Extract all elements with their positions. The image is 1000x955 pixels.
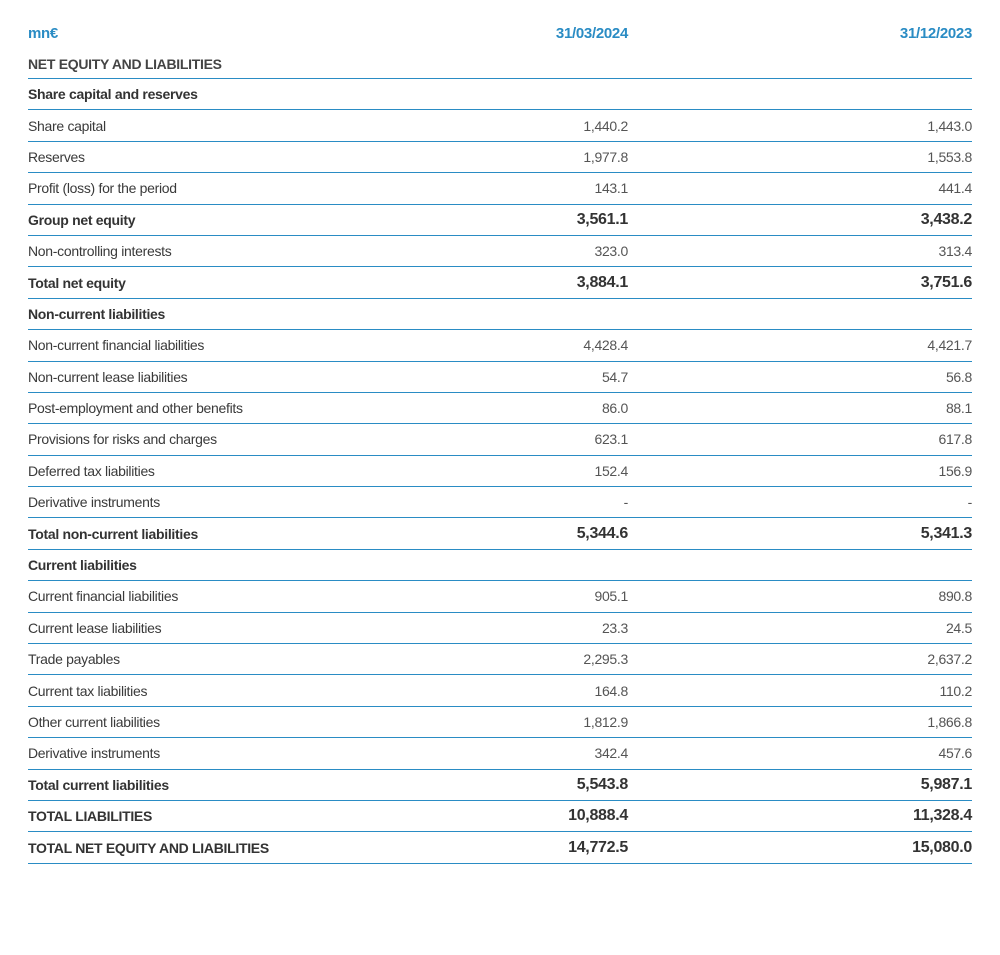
- value-2024: 3,561.1: [576, 210, 628, 228]
- table-row: [28, 110, 972, 141]
- value-2023: -: [967, 494, 972, 511]
- value-2024: 54.7: [601, 368, 628, 385]
- table-row: [28, 675, 972, 706]
- row-label: Current tax liabilities: [28, 682, 148, 699]
- value-2024: 4,428.4: [583, 337, 628, 354]
- row-label: Non-current lease liabilities: [28, 368, 188, 385]
- value-2023: 2,637.2: [927, 651, 972, 668]
- section-header-row: [28, 299, 972, 330]
- row-label: Non-current financial liabilities: [28, 337, 205, 354]
- value-2023: 3,751.6: [920, 273, 972, 291]
- table-row: [28, 456, 972, 487]
- value-2024: 2,295.3: [583, 651, 628, 668]
- table-row: [28, 173, 972, 204]
- row-label: Total net equity: [28, 274, 126, 291]
- table-row: [28, 738, 972, 769]
- value-2024: 1,440.2: [583, 117, 628, 134]
- value-2023: 15,080.0: [912, 838, 972, 856]
- total-row: [28, 770, 972, 801]
- table-row: [28, 330, 972, 361]
- column-header-2023: 31/12/2023: [899, 24, 972, 42]
- table-row: [28, 362, 972, 393]
- value-2023: 1,553.8: [927, 148, 972, 165]
- row-label: Other current liabilities: [28, 714, 160, 730]
- table-row: [28, 142, 972, 173]
- value-2023: 11,328.4: [913, 807, 972, 825]
- total-row: [28, 801, 972, 832]
- row-label: Derivative instruments: [28, 494, 160, 511]
- value-2023: 313.4: [938, 243, 972, 260]
- row-label: Derivative instruments: [28, 745, 160, 762]
- value-2024: 164.8: [594, 682, 628, 699]
- table-body: [28, 79, 972, 864]
- table-row: [28, 613, 972, 644]
- value-2024: 342.4: [594, 745, 628, 762]
- value-2024: 323.0: [594, 243, 628, 260]
- value-2023: 5,341.3: [920, 524, 972, 542]
- value-2023: 110.2: [939, 682, 972, 699]
- row-label: Trade payables: [28, 651, 120, 668]
- value-2024: 1,977.8: [583, 148, 628, 165]
- unit-label: mn€: [28, 24, 58, 42]
- row-label: Profit (loss) for the period: [28, 180, 177, 197]
- row-label: Total current liabilities: [28, 776, 169, 793]
- row-label: Share capital: [28, 117, 106, 134]
- value-2024: 1,812.9: [583, 714, 628, 730]
- row-label: Provisions for risks and charges: [28, 431, 217, 448]
- total-row: [28, 518, 972, 549]
- value-2024: 623.1: [594, 431, 628, 448]
- table-row: [28, 707, 972, 738]
- section-header-row: [28, 79, 972, 110]
- section-header-row: [28, 550, 972, 581]
- value-2023: 3,438.2: [920, 210, 972, 228]
- row-label: Non-current liabilities: [28, 305, 166, 322]
- value-2023: 5,987.1: [920, 775, 972, 793]
- balance-sheet-table: [28, 16, 972, 864]
- total-row: [28, 267, 972, 298]
- table-row: [28, 581, 972, 612]
- column-header-2024: 31/03/2024: [555, 24, 628, 42]
- value-2024: 3,884.1: [576, 273, 628, 291]
- value-2024: 10,888.4: [568, 807, 628, 825]
- value-2024: 152.4: [594, 462, 628, 479]
- value-2023: 88.1: [945, 400, 972, 417]
- row-label: Total non-current liabilities: [28, 525, 198, 542]
- value-2024: 5,543.8: [576, 775, 628, 793]
- row-label: TOTAL LIABILITIES: [28, 808, 153, 825]
- value-2023: 56.8: [945, 368, 972, 385]
- value-2024: 14,772.5: [568, 838, 628, 856]
- row-label: Non-controlling interests: [28, 243, 172, 260]
- table-row: [28, 393, 972, 424]
- total-row: [28, 832, 972, 863]
- table-row: [28, 236, 972, 267]
- value-2024: 143.1: [594, 180, 628, 197]
- row-label: Current liabilities: [28, 557, 137, 574]
- value-2023: 457.6: [938, 745, 972, 762]
- value-2023: 1,866.8: [927, 714, 972, 730]
- row-label: TOTAL NET EQUITY AND LIABILITIES: [28, 839, 269, 856]
- value-2023: 890.8: [938, 588, 972, 605]
- value-2023: 441.4: [938, 180, 972, 197]
- row-label: Current financial liabilities: [28, 588, 179, 605]
- value-2023: 4,421.7: [927, 337, 972, 354]
- row-label: Post-employment and other benefits: [28, 400, 243, 417]
- table-header: [28, 16, 972, 50]
- table-title: NET EQUITY AND LIABILITIES: [28, 50, 972, 79]
- value-2024: 905.1: [594, 588, 628, 605]
- row-label: Deferred tax liabilities: [28, 462, 155, 479]
- table-row: [28, 424, 972, 455]
- row-label: Reserves: [28, 148, 85, 165]
- row-label: Current lease liabilities: [28, 619, 162, 636]
- value-2024: 5,344.6: [576, 524, 628, 542]
- value-2023: 24.5: [945, 619, 972, 636]
- total-row: [28, 205, 972, 236]
- value-2023: 1,443.0: [927, 117, 972, 134]
- value-2024: 23.3: [601, 619, 628, 636]
- value-2023: 617.8: [938, 431, 972, 448]
- table-row: [28, 487, 972, 518]
- row-label: Group net equity: [28, 211, 136, 228]
- value-2024: -: [623, 494, 628, 511]
- value-2023: 156.9: [938, 462, 972, 479]
- row-label: Share capital and reserves: [28, 86, 198, 103]
- value-2024: 86.0: [601, 400, 628, 417]
- table-row: [28, 644, 972, 675]
